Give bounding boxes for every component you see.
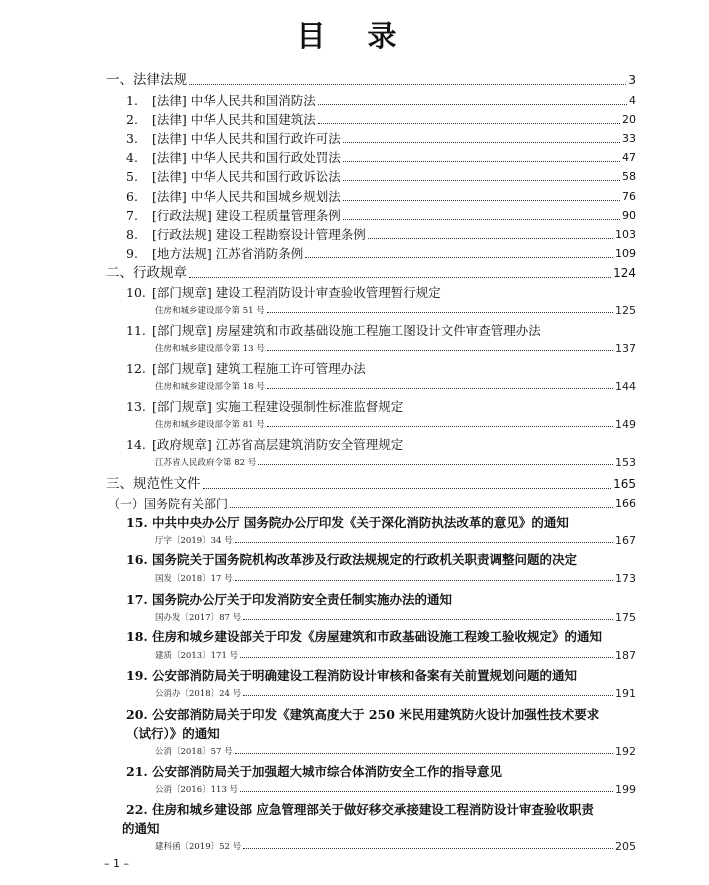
page-number: 125: [615, 304, 636, 317]
toc-doc-12[interactable]: [0, 381, 709, 393]
entry-number: 15.: [126, 515, 148, 530]
toc-doc-16[interactable]: [0, 573, 709, 585]
entry-title: [法律] 中华人民共和国城乡规划法: [152, 189, 341, 204]
entry-number: 2.: [126, 112, 138, 127]
page-number: 205: [615, 840, 636, 853]
entry-title: [地方法规] 江苏省消防条例: [152, 246, 304, 261]
entry-title-continued: 的通知: [122, 821, 160, 836]
toc-entry-12[interactable]: [0, 361, 709, 377]
dot-leader: [240, 657, 613, 658]
page-number: 4: [629, 94, 636, 107]
entry-title: [部门规章] 房屋建筑和市政基础设施工程施工图设计文件审查管理办法: [152, 323, 541, 338]
toc-doc-13[interactable]: [0, 419, 709, 431]
entry-number: 7.: [126, 208, 138, 223]
document-number: 公消〔2018〕57 号: [155, 747, 233, 757]
entry-title: [法律] 中华人民共和国消防法: [152, 93, 316, 108]
toc-entry-17[interactable]: [0, 592, 709, 608]
dot-leader: [305, 257, 613, 258]
dot-leader: [243, 619, 613, 620]
page-number: 187: [615, 649, 636, 662]
section-title: 二、行政规章: [106, 265, 187, 281]
entry-number: 10.: [126, 285, 146, 300]
document-number: 住房和城乡建设部令第 81 号: [155, 420, 265, 430]
subsection-title: （一）国务院有关部门: [108, 497, 229, 511]
entry-title: [行政法规] 建设工程质量管理条例: [152, 208, 341, 223]
page-footer-number: – 1 –: [104, 857, 129, 870]
dot-leader: [203, 488, 612, 489]
dot-leader: [318, 104, 627, 105]
entry-number: 1.: [126, 93, 138, 108]
page-number: 153: [615, 456, 636, 469]
entry-title: [法律] 中华人民共和国行政处罚法: [152, 150, 341, 165]
entry-number: 13.: [126, 399, 146, 414]
entry-number: 3.: [126, 131, 138, 146]
page-number: 175: [615, 611, 636, 624]
toc-doc-14[interactable]: [0, 457, 709, 469]
entry-title: [政府规章] 江苏省高层建筑消防安全管理规定: [152, 437, 404, 452]
entry-title: 住房和城乡建设部 应急管理部关于做好移交承接建设工程消防设计审查验收职责: [152, 802, 594, 817]
toc-entry-22[interactable]: [0, 802, 709, 818]
dot-leader: [240, 791, 613, 792]
section-title: 三、规范性文件: [106, 476, 201, 492]
entry-title: 住房和城乡建设部关于印发《房屋建筑和市政基础设施工程竣工验收规定》的通知: [152, 629, 603, 644]
toc-doc-18[interactable]: [0, 650, 709, 662]
toc-entry-4[interactable]: [0, 150, 709, 166]
entry-title: [部门规章] 实施工程建设强制性标准监督规定: [152, 399, 404, 414]
entry-number: 20.: [126, 707, 148, 722]
entry-title: 中共中央办公厅 国务院办公厅印发《关于深化消防执法改革的意见》的通知: [152, 515, 569, 530]
toc-entry-21[interactable]: [0, 764, 709, 780]
document-number: 国发〔2018〕17 号: [155, 574, 233, 584]
document-number: 公消办〔2018〕24 号: [155, 689, 242, 699]
entry-number: 12.: [126, 361, 146, 376]
toc-doc-15[interactable]: [0, 535, 709, 547]
toc-doc-22[interactable]: [0, 841, 709, 853]
page-number: 199: [615, 783, 636, 796]
page-number: 20: [622, 113, 636, 126]
entry-number: 4.: [126, 150, 138, 165]
entry-title: 国务院关于国务院机构改革涉及行政法规规定的行政机关职责调整问题的决定: [152, 552, 578, 567]
dot-leader: [368, 238, 613, 239]
toc-entry-11[interactable]: [0, 323, 709, 339]
toc-doc-17[interactable]: [0, 612, 709, 624]
toc-entry-3[interactable]: [0, 131, 709, 147]
entry-title: 国务院办公厅关于印发消防安全责任制实施办法的通知: [152, 592, 453, 607]
dot-leader: [267, 312, 613, 313]
entry-number: 6.: [126, 189, 138, 204]
document-number: 住房和城乡建设部令第 13 号: [155, 344, 265, 354]
entry-title: 公安部消防局关于加强超大城市综合体消防安全工作的指导意见: [152, 764, 503, 779]
page-number: 33: [622, 132, 636, 145]
toc-section-1[interactable]: [0, 71, 709, 89]
toc-entry-7[interactable]: [0, 208, 709, 224]
dot-leader: [343, 200, 620, 201]
page-number: 137: [615, 342, 636, 355]
toc-doc-21[interactable]: [0, 784, 709, 796]
toc-entry-5[interactable]: [0, 169, 709, 185]
document-number: 建科函〔2019〕52 号: [155, 842, 242, 852]
dot-leader: [343, 142, 620, 143]
toc-entry-15[interactable]: [0, 515, 709, 531]
entry-number: 9.: [126, 246, 138, 261]
page-number: 149: [615, 418, 636, 431]
dot-leader: [243, 695, 613, 696]
dot-leader: [343, 219, 620, 220]
page-title: 目 录: [296, 19, 413, 53]
page-number: 173: [615, 572, 636, 585]
dot-leader: [267, 350, 613, 351]
dot-leader: [267, 388, 613, 389]
page-number: 166: [615, 497, 636, 510]
toc-entry-9[interactable]: [0, 246, 709, 262]
page-number: 76: [622, 190, 636, 203]
entry-number: 18.: [126, 629, 148, 644]
entry-title: [部门规章] 建设工程消防设计审查验收管理暂行规定: [152, 285, 441, 300]
toc-entry-19[interactable]: [0, 668, 709, 684]
page-number: 124: [613, 266, 636, 280]
entry-number: 16.: [126, 552, 148, 567]
toc-section-3[interactable]: [0, 475, 709, 493]
entry-title: [行政法规] 建设工程勘察设计管理条例: [152, 227, 366, 242]
entry-number: 8.: [126, 227, 138, 242]
dot-leader: [243, 848, 613, 849]
page-number: 47: [622, 151, 636, 164]
toc-entry-20-continued[interactable]: [0, 726, 709, 742]
toc-doc-20[interactable]: [0, 746, 709, 758]
page-number: 144: [615, 380, 636, 393]
toc-entry-13[interactable]: [0, 399, 709, 415]
entry-title: [法律] 中华人民共和国建筑法: [152, 112, 316, 127]
document-number: 厅字〔2019〕34 号: [155, 536, 233, 546]
toc-section-2[interactable]: [0, 264, 709, 282]
dot-leader: [318, 123, 620, 124]
page-number: 109: [615, 247, 636, 260]
dot-leader: [235, 580, 613, 581]
dot-leader: [343, 180, 620, 181]
dot-leader: [343, 161, 620, 162]
toc-doc-11[interactable]: [0, 343, 709, 355]
dot-leader: [235, 542, 613, 543]
toc-entry-20[interactable]: [0, 707, 709, 723]
dot-leader: [267, 426, 613, 427]
document-number: 江苏省人民政府令第 82 号: [155, 458, 257, 468]
entry-title: [法律] 中华人民共和国行政诉讼法: [152, 169, 341, 184]
entry-title: [部门规章] 建筑工程施工许可管理办法: [152, 361, 366, 376]
entry-number: 17.: [126, 592, 148, 607]
toc-entry-1[interactable]: [0, 93, 709, 109]
page-number: 3: [628, 73, 636, 87]
page-number: 192: [615, 745, 636, 758]
page-number: 58: [622, 170, 636, 183]
entry-number: 5.: [126, 169, 138, 184]
document-number: 住房和城乡建设部令第 51 号: [155, 306, 265, 316]
toc-entry-8[interactable]: [0, 227, 709, 243]
section-title: 一、法律法规: [106, 72, 187, 88]
entry-number: 19.: [126, 668, 148, 683]
page-number: 191: [615, 687, 636, 700]
entry-number: 11.: [126, 323, 146, 338]
document-number: 住房和城乡建设部令第 18 号: [155, 382, 265, 392]
entry-number: 21.: [126, 764, 148, 779]
dot-leader: [230, 507, 613, 508]
dot-leader: [189, 277, 611, 278]
toc-entry-6[interactable]: [0, 189, 709, 205]
entry-number: 14.: [126, 437, 146, 452]
toc-entry-2[interactable]: [0, 112, 709, 128]
dot-leader: [189, 84, 626, 85]
page-number: 90: [622, 209, 636, 222]
page-number: 167: [615, 534, 636, 547]
dot-leader: [258, 464, 613, 465]
toc-doc-19[interactable]: [0, 688, 709, 700]
toc-entry-16[interactable]: [0, 552, 709, 568]
entry-number: 22.: [126, 802, 148, 817]
entry-title: 公安部消防局关于明确建设工程消防设计审核和备案有关前置规划问题的通知: [152, 668, 578, 683]
document-number: 建质〔2013〕171 号: [155, 651, 239, 661]
toc-doc-10[interactable]: [0, 305, 709, 317]
toc-entry-14[interactable]: [0, 437, 709, 453]
toc-entry-22-continued[interactable]: [0, 821, 709, 837]
dot-leader: [235, 753, 613, 754]
document-number: 公消〔2016〕113 号: [155, 785, 239, 795]
page-number: 103: [615, 228, 636, 241]
page-number: 165: [613, 477, 636, 491]
toc-entry-18[interactable]: [0, 629, 709, 645]
entry-title-continued: （试行）》的通知: [126, 726, 220, 741]
document-number: 国办发〔2017〕87 号: [155, 613, 242, 623]
toc-subsection-1[interactable]: [0, 496, 709, 512]
entry-title: 公安部消防局关于印发《建筑高度大于 250 米民用建筑防火设计加强性技术要求: [152, 707, 600, 722]
entry-title: [法律] 中华人民共和国行政许可法: [152, 131, 341, 146]
toc-entry-10[interactable]: [0, 285, 709, 301]
